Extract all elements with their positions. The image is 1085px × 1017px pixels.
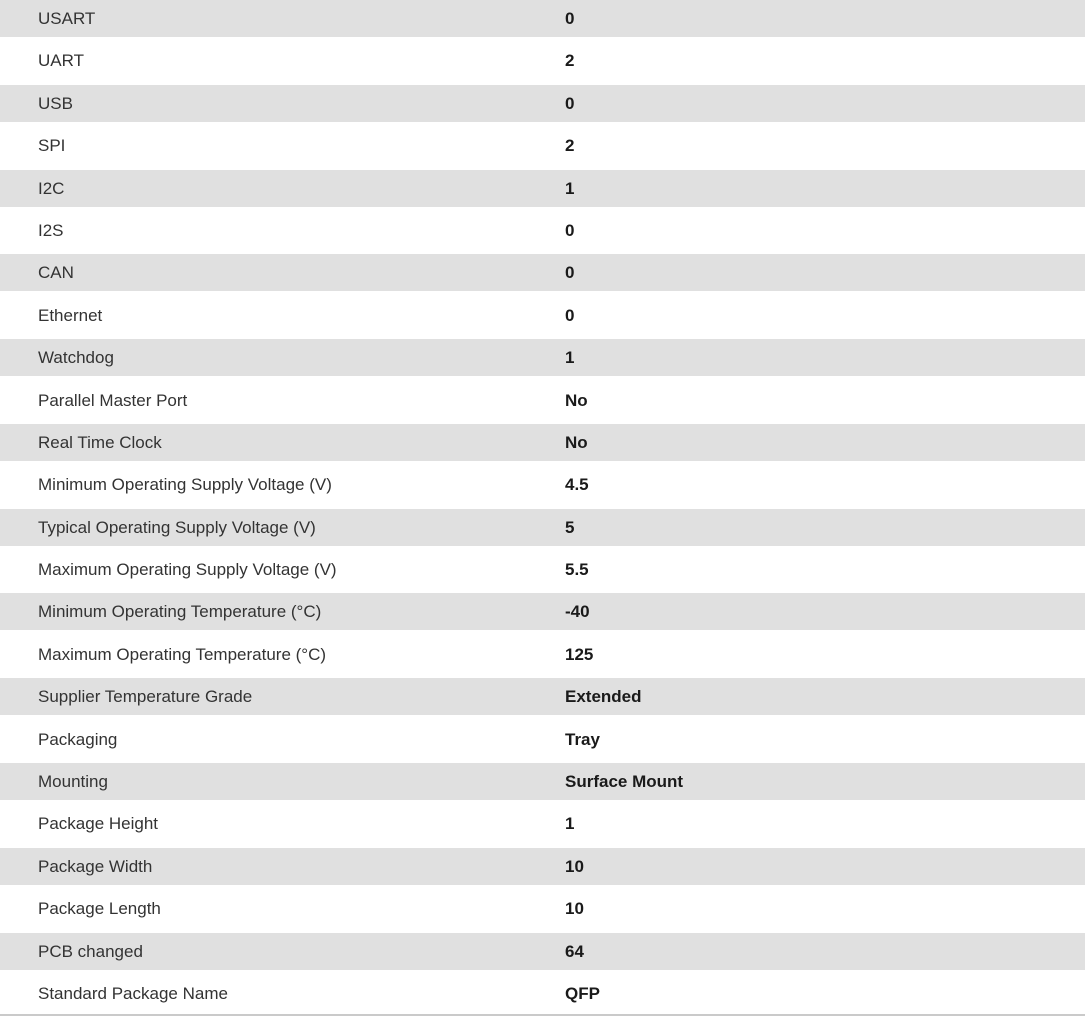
table-bottom-divider — [0, 1014, 1085, 1016]
spec-label: PCB changed — [38, 941, 143, 961]
spec-label: CAN — [38, 263, 74, 283]
spec-value: 5.5 — [565, 560, 589, 580]
spec-value: Tray — [565, 729, 600, 749]
spec-value: 10 — [565, 899, 584, 919]
spec-label: Ethernet — [38, 305, 103, 325]
table-row — [0, 42, 1085, 79]
table-row — [0, 636, 1085, 673]
spec-value: 1 — [565, 814, 575, 834]
spec-value: 0 — [565, 305, 575, 325]
table-row — [0, 933, 1085, 970]
spec-label: Standard Package Name — [38, 983, 228, 1003]
spec-value: QFP — [565, 983, 600, 1003]
spec-label: Package Height — [38, 814, 159, 834]
spec-value: No — [565, 390, 588, 410]
spec-label: Package Length — [38, 899, 161, 919]
table-row — [0, 339, 1085, 376]
table-row — [0, 975, 1085, 1012]
table-row — [0, 85, 1085, 122]
spec-label: Minimum Operating Supply Voltage (V) — [38, 475, 332, 495]
spec-value: Extended — [565, 687, 642, 707]
spec-value: No — [565, 432, 588, 452]
spec-value: 1 — [565, 348, 575, 368]
spec-value: 0 — [565, 93, 575, 113]
table-row — [0, 0, 1085, 37]
spec-label: Maximum Operating Temperature (°C) — [38, 644, 327, 664]
spec-label: Real Time Clock — [38, 432, 162, 452]
spec-label: Watchdog — [38, 348, 114, 368]
spec-value: 10 — [565, 856, 584, 876]
spec-label: Parallel Master Port — [38, 390, 188, 410]
table-row — [0, 254, 1085, 291]
table-row — [0, 466, 1085, 503]
table-row — [0, 551, 1085, 588]
spec-value: 1 — [565, 178, 575, 198]
table-row — [0, 721, 1085, 758]
spec-label: I2S — [38, 220, 64, 240]
spec-value: 0 — [565, 220, 575, 240]
spec-value: 2 — [565, 51, 575, 71]
table-row — [0, 170, 1085, 207]
spec-value: Surface Mount — [565, 772, 684, 792]
table-row — [0, 297, 1085, 334]
table-row — [0, 678, 1085, 715]
spec-value: 5 — [565, 517, 575, 537]
spec-label: USB — [38, 93, 73, 113]
spec-label: Maximum Operating Supply Voltage (V) — [38, 560, 337, 580]
spec-label: Minimum Operating Temperature (°C) — [38, 602, 322, 622]
table-row — [0, 509, 1085, 546]
spec-value: 2 — [565, 136, 575, 156]
spec-label: Supplier Temperature Grade — [38, 687, 253, 707]
spec-label: UART — [38, 51, 84, 71]
table-row — [0, 212, 1085, 249]
spec-value: 64 — [565, 941, 584, 961]
table-row — [0, 424, 1085, 461]
spec-label: Mounting — [38, 772, 108, 792]
table-row — [0, 127, 1085, 164]
table-row — [0, 890, 1085, 927]
spec-label: Package Width — [38, 856, 153, 876]
spec-label: USART — [38, 9, 96, 28]
spec-value: 4.5 — [565, 475, 589, 495]
table-row — [0, 382, 1085, 419]
spec-value: 125 — [565, 644, 594, 664]
spec-value: 0 — [565, 263, 575, 283]
table-row — [0, 848, 1085, 885]
table-row — [0, 763, 1085, 800]
spec-label: I2C — [38, 178, 65, 198]
table-row — [0, 805, 1085, 842]
spec-value: -40 — [565, 602, 590, 622]
spec-value: 0 — [565, 9, 575, 28]
spec-label: SPI — [38, 136, 66, 156]
table-row — [0, 593, 1085, 630]
spec-label: Typical Operating Supply Voltage (V) — [38, 517, 316, 537]
spec-label: Packaging — [38, 729, 118, 749]
